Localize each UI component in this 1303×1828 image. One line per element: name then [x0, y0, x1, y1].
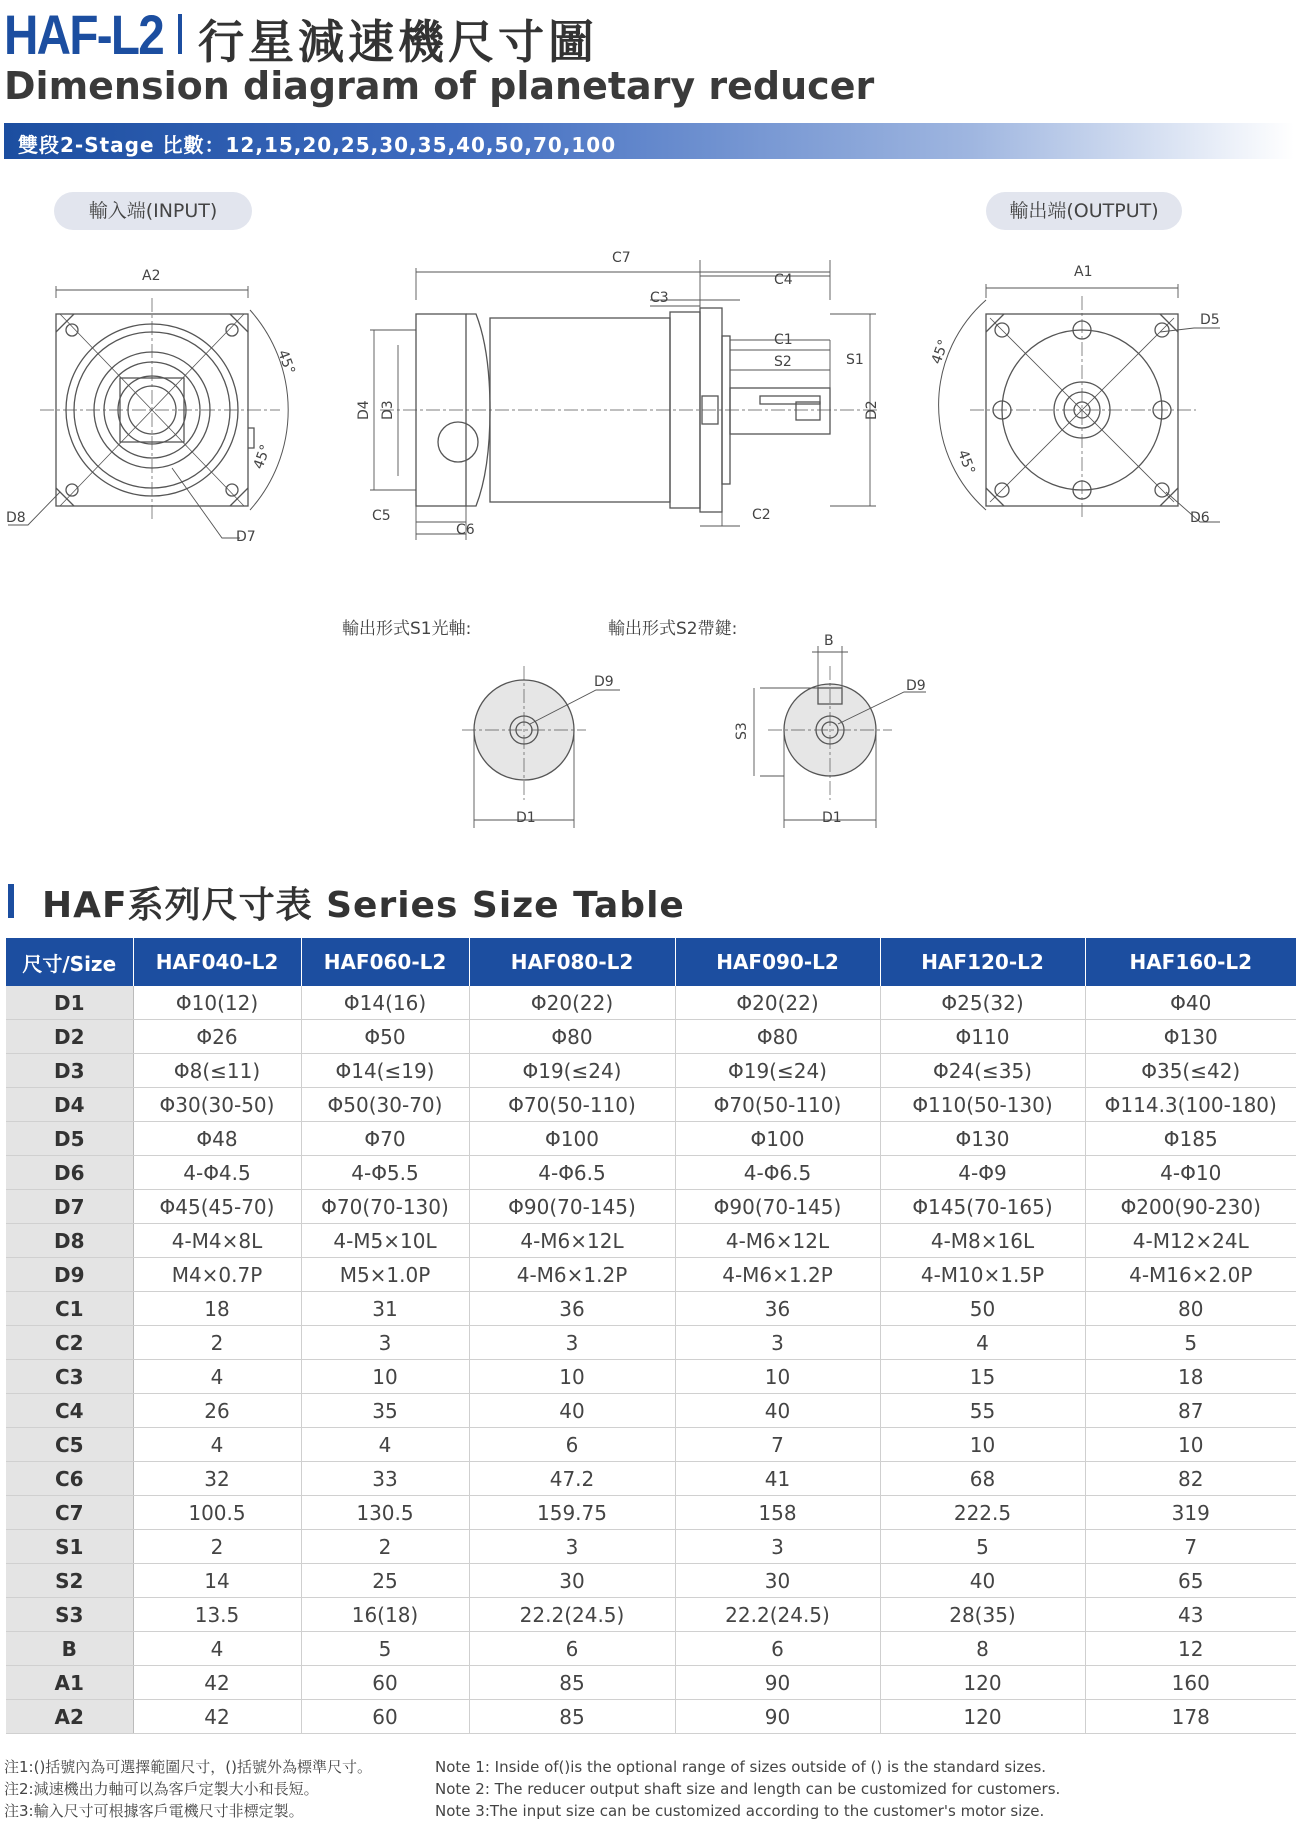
dim-d7: D7: [236, 529, 256, 545]
dim-d4: D4: [356, 400, 372, 420]
table-cell: 4: [301, 1428, 469, 1462]
table-cell: 10: [469, 1360, 675, 1394]
table-cell: 22.2(24.5): [675, 1598, 880, 1632]
table-cell: 4: [880, 1326, 1085, 1360]
table-header-row: [6, 938, 1296, 986]
table-cell: 13.5: [133, 1598, 301, 1632]
header-model: HAF060-L2: [301, 938, 469, 986]
row-label: C7: [6, 1496, 133, 1530]
dim-d2: D2: [864, 400, 880, 420]
table-row: [6, 1156, 1296, 1190]
dim-c5: C5: [372, 508, 391, 524]
table-cell: 3: [675, 1326, 880, 1360]
table-cell: 120: [880, 1700, 1085, 1734]
table-cell: Φ80: [675, 1020, 880, 1054]
dim-a1: A1: [1074, 264, 1093, 280]
table-row: [6, 1292, 1296, 1326]
table-cell: 6: [469, 1428, 675, 1462]
table-cell: 60: [301, 1700, 469, 1734]
table-cell: 85: [469, 1700, 675, 1734]
note-en-3: Note 3:The input size can be customized according to the customer's motor size.: [435, 1802, 1045, 1820]
table-cell: 3: [301, 1326, 469, 1360]
table-cell: Φ26: [133, 1020, 301, 1054]
header-model: HAF040-L2: [133, 938, 301, 986]
table-cell: 160: [1085, 1666, 1296, 1700]
table-cell: Φ70(50-110): [469, 1088, 675, 1122]
table-cell: 4-M6×1.2P: [469, 1258, 675, 1292]
table-cell: Φ50: [301, 1020, 469, 1054]
dim-c2: C2: [752, 507, 771, 523]
table-row: [6, 1564, 1296, 1598]
table-cell: 4-M5×10L: [301, 1224, 469, 1258]
table-cell: Φ70(70-130): [301, 1190, 469, 1224]
table-cell: 30: [675, 1564, 880, 1598]
table-cell: 319: [1085, 1496, 1296, 1530]
table-cell: 2: [301, 1530, 469, 1564]
table-cell: 28(35): [880, 1598, 1085, 1632]
s1-output-label: 輸出形式S1光軸:: [342, 619, 472, 639]
dim-d9-s2: D9: [906, 678, 926, 694]
table-cell: Φ45(45-70): [133, 1190, 301, 1224]
row-label: A2: [6, 1700, 133, 1734]
table-cell: 16(18): [301, 1598, 469, 1632]
dim-s1: S1: [846, 352, 864, 368]
table-cell: 68: [880, 1462, 1085, 1496]
header-model: HAF160-L2: [1085, 938, 1296, 986]
table-cell: 82: [1085, 1462, 1296, 1496]
row-label: D5: [6, 1122, 133, 1156]
size-table: [6, 938, 1296, 1734]
table-cell: Φ35(≤42): [1085, 1054, 1296, 1088]
table-cell: 100.5: [133, 1496, 301, 1530]
table-cell: Φ40: [1085, 986, 1296, 1020]
table-cell: 3: [469, 1326, 675, 1360]
table-cell: 30: [469, 1564, 675, 1598]
table-cell: 47.2: [469, 1462, 675, 1496]
table-cell: 178: [1085, 1700, 1296, 1734]
model-name: HAF-L2: [4, 3, 164, 66]
table-row: [6, 1428, 1296, 1462]
table-cell: 4-M6×12L: [469, 1224, 675, 1258]
row-label: S3: [6, 1598, 133, 1632]
table-cell: 8: [880, 1632, 1085, 1666]
table-row: [6, 1632, 1296, 1666]
header-size: 尺寸/Size: [6, 938, 133, 986]
table-cell: 4-Φ4.5: [133, 1156, 301, 1190]
table-cell: 4-M8×16L: [880, 1224, 1085, 1258]
table-cell: M5×1.0P: [301, 1258, 469, 1292]
table-cell: 60: [301, 1666, 469, 1700]
note-en-2: Note 2: The reducer output shaft size and length can be customized for customers.: [435, 1780, 1061, 1798]
table-cell: 5: [301, 1632, 469, 1666]
row-label: C4: [6, 1394, 133, 1428]
table-cell: 4-Φ9: [880, 1156, 1085, 1190]
table-cell: Φ100: [675, 1122, 880, 1156]
dim-d5: D5: [1200, 312, 1220, 328]
table-cell: 32: [133, 1462, 301, 1496]
table-cell: 87: [1085, 1394, 1296, 1428]
dim-45-output-b: 45°: [954, 447, 978, 477]
note-cn-3: 注3:輸入尺寸可根據客戶電機尺寸非標定製。: [4, 1802, 304, 1820]
table-cell: 7: [675, 1428, 880, 1462]
table-cell: 4-M6×1.2P: [675, 1258, 880, 1292]
table-cell: 50: [880, 1292, 1085, 1326]
table-cell: 6: [675, 1632, 880, 1666]
table-cell: 4-Φ6.5: [675, 1156, 880, 1190]
table-cell: 25: [301, 1564, 469, 1598]
notes-en: [435, 1756, 1060, 1822]
table-cell: Φ110(50-130): [880, 1088, 1085, 1122]
table-row: [6, 1700, 1296, 1734]
table-cell: 222.5: [880, 1496, 1085, 1530]
s2-shaft-view: [754, 646, 926, 828]
dim-c7: C7: [612, 250, 631, 266]
table-cell: 55: [880, 1394, 1085, 1428]
table-cell: 4: [133, 1428, 301, 1462]
table-cell: 10: [675, 1360, 880, 1394]
table-row: [6, 1360, 1296, 1394]
table-cell: Φ114.3(100-180): [1085, 1088, 1296, 1122]
table-cell: 31: [301, 1292, 469, 1326]
input-end-view: [8, 286, 288, 538]
table-cell: 36: [675, 1292, 880, 1326]
table-cell: Φ90(70-145): [469, 1190, 675, 1224]
table-cell: Φ70(50-110): [675, 1088, 880, 1122]
dim-d1-s2: D1: [822, 810, 842, 826]
table-cell: 4: [133, 1632, 301, 1666]
table-row: [6, 1598, 1296, 1632]
table-cell: 18: [133, 1292, 301, 1326]
row-label: B: [6, 1632, 133, 1666]
row-label: D9: [6, 1258, 133, 1292]
table-row: [6, 1190, 1296, 1224]
table-cell: 26: [133, 1394, 301, 1428]
table-cell: 42: [133, 1666, 301, 1700]
table-cell: 10: [880, 1428, 1085, 1462]
header-model: HAF090-L2: [675, 938, 880, 986]
table-cell: Φ48: [133, 1122, 301, 1156]
row-label: D4: [6, 1088, 133, 1122]
notes-cn: [4, 1756, 372, 1822]
table-row: [6, 1462, 1296, 1496]
table-cell: 4-Φ10: [1085, 1156, 1296, 1190]
dim-s2: S2: [774, 354, 792, 370]
row-label: C1: [6, 1292, 133, 1326]
table-row: [6, 1258, 1296, 1292]
table-cell: Φ185: [1085, 1122, 1296, 1156]
table-row: [6, 1496, 1296, 1530]
table-row: [6, 1394, 1296, 1428]
dim-45-input-b: 45°: [250, 442, 275, 472]
table-cell: 5: [880, 1530, 1085, 1564]
table-cell: 3: [469, 1530, 675, 1564]
dim-d9-s1: D9: [594, 674, 614, 690]
row-label: A1: [6, 1666, 133, 1700]
table-cell: 40: [675, 1394, 880, 1428]
table-cell: 15: [880, 1360, 1085, 1394]
row-label: S1: [6, 1530, 133, 1564]
table-cell: 159.75: [469, 1496, 675, 1530]
table-cell: Φ14(16): [301, 986, 469, 1020]
dim-45-output-a: 45°: [928, 337, 953, 367]
table-cell: 3: [675, 1530, 880, 1564]
dim-b: B: [824, 633, 834, 649]
table-cell: Φ50(30-70): [301, 1088, 469, 1122]
table-cell: 158: [675, 1496, 880, 1530]
dim-d6: D6: [1190, 510, 1210, 526]
table-cell: 7: [1085, 1530, 1296, 1564]
note-en-1: Note 1: Inside of()is the optional range of sizes outside of () is the standard sizes.: [435, 1758, 1047, 1776]
table-cell: M4×0.7P: [133, 1258, 301, 1292]
table-cell: Φ20(22): [469, 986, 675, 1020]
table-cell: Φ80: [469, 1020, 675, 1054]
side-view: [370, 260, 880, 540]
table-cell: 10: [301, 1360, 469, 1394]
table-cell: 4-Φ5.5: [301, 1156, 469, 1190]
table-cell: Φ10(12): [133, 986, 301, 1020]
table-row: [6, 1666, 1296, 1700]
table-row: [6, 986, 1296, 1020]
table-cell: 36: [469, 1292, 675, 1326]
table-cell: 2: [133, 1530, 301, 1564]
table-cell: 18: [1085, 1360, 1296, 1394]
row-label: D6: [6, 1156, 133, 1190]
header-model: HAF120-L2: [880, 938, 1085, 986]
table-cell: 14: [133, 1564, 301, 1598]
table-cell: Φ19(≤24): [469, 1054, 675, 1088]
table-row: [6, 1224, 1296, 1258]
table-cell: 41: [675, 1462, 880, 1496]
table-cell: 35: [301, 1394, 469, 1428]
table-cell: 6: [469, 1632, 675, 1666]
s1-shaft-view: [462, 666, 620, 828]
row-label: D3: [6, 1054, 133, 1088]
table-cell: 120: [880, 1666, 1085, 1700]
dim-c1: C1: [774, 332, 793, 348]
row-label: D2: [6, 1020, 133, 1054]
output-end-view: [939, 284, 1220, 522]
output-label: 輸出端(OUTPUT): [986, 192, 1182, 230]
table-cell: 33: [301, 1462, 469, 1496]
stage-text: 雙段2-Stage 比數：12,15,20,25,30,35,40,50,70,100: [18, 133, 617, 157]
row-label: C3: [6, 1360, 133, 1394]
table-row: [6, 1020, 1296, 1054]
section-title: HAF系列尺寸表 Series Size Table: [42, 885, 685, 926]
header-model: HAF080-L2: [469, 938, 675, 986]
table-row: [6, 1054, 1296, 1088]
table-cell: Φ130: [1085, 1020, 1296, 1054]
table-cell: 4: [133, 1360, 301, 1394]
table-cell: Φ110: [880, 1020, 1085, 1054]
table-cell: Φ145(70-165): [880, 1190, 1085, 1224]
dim-d3: D3: [380, 400, 396, 420]
table-cell: Φ70: [301, 1122, 469, 1156]
dim-s3: S3: [734, 722, 750, 740]
table-row: [6, 1326, 1296, 1360]
dim-d8: D8: [6, 510, 26, 526]
row-label: D7: [6, 1190, 133, 1224]
s2-output-label: 輸出形式S2帶鍵:: [608, 619, 738, 639]
table-cell: 40: [880, 1564, 1085, 1598]
table-cell: 4-M10×1.5P: [880, 1258, 1085, 1292]
table-cell: Φ20(22): [675, 986, 880, 1020]
row-label: C5: [6, 1428, 133, 1462]
input-label: 輸入端(INPUT): [54, 192, 252, 230]
table-cell: Φ90(70-145): [675, 1190, 880, 1224]
table-cell: 4-M12×24L: [1085, 1224, 1296, 1258]
table-cell: 4-M16×2.0P: [1085, 1258, 1296, 1292]
note-cn-2: 注2:減速機出力軸可以為客戶定製大小和長短。: [4, 1780, 319, 1798]
dim-45-input-a: 45°: [274, 347, 298, 377]
table-cell: 65: [1085, 1564, 1296, 1598]
table-cell: Φ8(≤11): [133, 1054, 301, 1088]
table-cell: 43: [1085, 1598, 1296, 1632]
table-cell: 4-M6×12L: [675, 1224, 880, 1258]
table-cell: Φ100: [469, 1122, 675, 1156]
row-label: D8: [6, 1224, 133, 1258]
row-label: C6: [6, 1462, 133, 1496]
table-cell: Φ30(30-50): [133, 1088, 301, 1122]
table-cell: Φ130: [880, 1122, 1085, 1156]
table-cell: 5: [1085, 1326, 1296, 1360]
table-row: [6, 1530, 1296, 1564]
table-cell: 130.5: [301, 1496, 469, 1530]
table-cell: 10: [1085, 1428, 1296, 1462]
table-cell: 85: [469, 1666, 675, 1700]
table-cell: Φ14(≤19): [301, 1054, 469, 1088]
note-cn-1: 注1:()括號內為可選擇範圍尺寸，()括號外為標準尺寸。: [4, 1758, 373, 1776]
dim-c6: C6: [456, 522, 475, 538]
table-cell: 12: [1085, 1632, 1296, 1666]
table-cell: Φ200(90-230): [1085, 1190, 1296, 1224]
table-cell: 22.2(24.5): [469, 1598, 675, 1632]
row-label: S2: [6, 1564, 133, 1598]
table-cell: 90: [675, 1700, 880, 1734]
page-title-en: Dimension diagram of planetary reducer: [4, 64, 875, 108]
dim-c3: C3: [650, 290, 669, 306]
row-label: C2: [6, 1326, 133, 1360]
table-cell: 4-Φ6.5: [469, 1156, 675, 1190]
dim-d1-s1: D1: [516, 810, 536, 826]
table-cell: Φ19(≤24): [675, 1054, 880, 1088]
table-cell: 80: [1085, 1292, 1296, 1326]
table-cell: 4-M4×8L: [133, 1224, 301, 1258]
row-label: D1: [6, 986, 133, 1020]
table-cell: 40: [469, 1394, 675, 1428]
section-marker: [8, 884, 14, 918]
table-cell: Φ25(32): [880, 986, 1085, 1020]
table-cell: Φ24(≤35): [880, 1054, 1085, 1088]
dim-c4: C4: [774, 272, 793, 288]
dimension-drawings: [0, 0, 1303, 860]
table-cell: 2: [133, 1326, 301, 1360]
table-row: [6, 1088, 1296, 1122]
table-cell: 42: [133, 1700, 301, 1734]
page-title-cn: 行星減速機尺寸圖: [198, 15, 598, 69]
dim-a2: A2: [142, 268, 161, 284]
table-row: [6, 1122, 1296, 1156]
table-cell: 90: [675, 1666, 880, 1700]
